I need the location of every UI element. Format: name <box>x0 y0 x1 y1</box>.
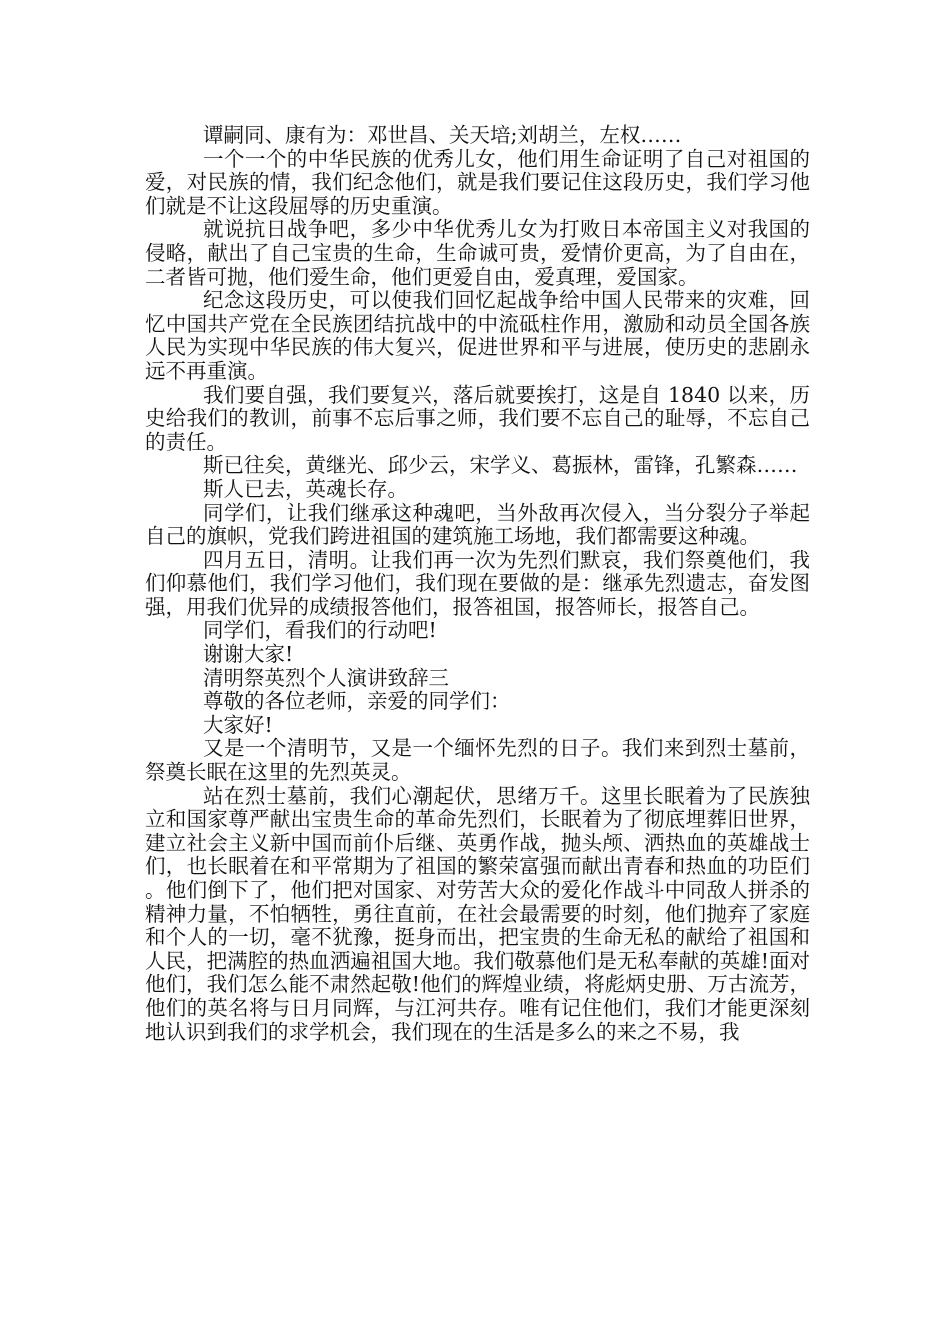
paragraph: 纪念这段历史，可以使我们回忆起战争给中国人民带来的灾难，回忆中国共产党在全民族团结抗战中的中流砥柱作用，激励和动员全国各族人民为实现中华民族的伟大复兴，促进世界和平与进展，使历史的悲剧永远不再重演。 <box>145 288 810 383</box>
salutation: 尊敬的各位老师，亲爱的同学们： <box>203 689 511 714</box>
paragraph: 就说抗日战争吧，多少中华优秀儿女为打败日本帝国主义对我国的侵略，献出了自己宝贵的生命，生命诚可贵，爱情价更高，为了自由在，二者皆可抛，他们爱生命，他们更爱自由，爱真理，爱国家。 <box>145 217 810 289</box>
paragraph: 我们要自强，我们要复兴，落后就要挨打，这是自 1840 以来，历史给我们的教训，前事不忘后事之师，我们要不忘自己的耻辱，不忘自己的责任。 <box>145 382 810 454</box>
paragraph: 谭嗣同、康有为：邓世昌、关天培;刘胡兰，左权…… <box>203 123 682 147</box>
paragraph: 一个一个的中华民族的优秀儿女，他们用生命证明了自己对祖国的爱，对民族的情，我们纪念他们，就是我们要记住这段历史，我们学习他们就是不让这段屈辱的历史重演。 <box>145 146 810 218</box>
paragraph: 站在烈士墓前，我们心潮起伏，思绪万千。这里长眠着为了民族独立和国家尊严献出宝贵生命的革命先烈们，长眠着为了彻底埋葬旧世界，建立社会主义新中国而前仆后继、英勇作战，抛头颅、洒热血的英雄战士们，也长眠着在和平常期为了祖国的繁荣富强而献出青春和热血的功臣们。他们倒下了，他们把对国家、对劳苦大众的爱化作战斗中同敌人拼杀的精神力量，不怕牺牲，勇往直前，在社会最需要的时刻，他们抛弃了家庭和个人的一切，毫不犹豫，挺身而出，把宝贵的生命无私的献给了祖国和人民，把满腔的热血洒遍祖国大地。我们敬慕他们是无私奉献的英雄!面对他们，我们怎么能不肃然起敬!他们的辉煌业绩，将彪炳史册、万古流芳，他们的英名将与日月同辉，与江河共存。唯有记住他们，我们才能更深刻地认识到我们的求学机会，我们现在的生活是多么的来之不易，我 <box>145 783 810 1044</box>
paragraph: 斯人已去，英魂长存。 <box>203 476 408 501</box>
paragraph: 同学们，让我们继承这种魂吧，当外敌再次侵入，当分裂分子举起自己的旗帜，党我们跨进祖国的建筑施工场地，我们都需要这种魂。 <box>145 500 810 549</box>
section-heading: 清明祭英烈个人演讲致辞三 <box>203 665 449 690</box>
paragraph: 同学们，看我们的行动吧! <box>203 618 437 643</box>
greeting: 大家好! <box>203 712 273 737</box>
paragraph: 四月五日，清明。让我们再一次为先烈们默哀，我们祭奠他们，我们仰慕他们，我们学习他们，我们现在要做的是：继承先烈遗志，奋发图强，用我们优异的成绩报答他们，报答祖国，报答师长，报答自己。 <box>145 547 810 619</box>
document-body <box>145 124 810 1044</box>
paragraph: 谢谢大家! <box>203 642 294 667</box>
paragraph: 又是一个清明节，又是一个缅怀先烈的日子。我们来到烈士墓前，祭奠长眠在这里的先烈英灵。 <box>145 736 810 785</box>
paragraph: 斯已往矣，黄继光、邱少云，宋学义、葛振林，雷锋，孔繁森…… <box>203 453 798 478</box>
